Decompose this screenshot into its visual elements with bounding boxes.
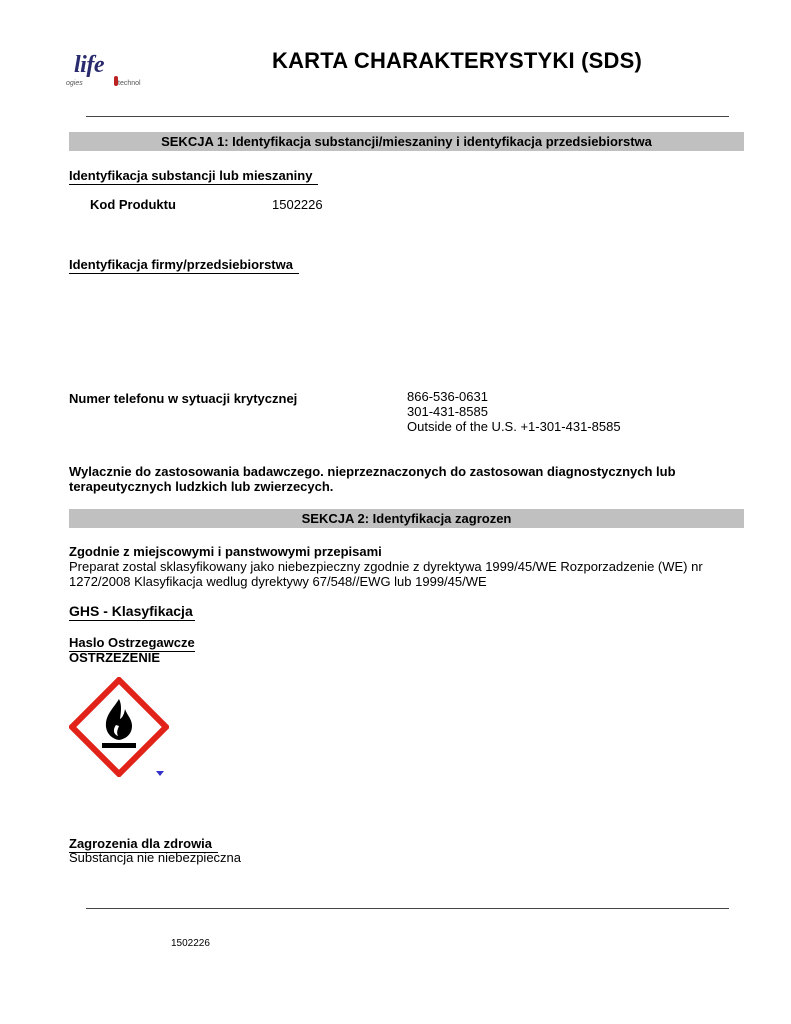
flame-pictogram-icon (69, 677, 169, 777)
signal-word-value: OSTRZEZENIE (69, 650, 161, 665)
section2-header: SEKCJA 2: Identyfikacja zagrozen (69, 509, 744, 528)
header-divider (86, 116, 729, 117)
emergency-phone-label: Numer telefonu w sytuacji krytycznej (69, 391, 298, 406)
document-title: KARTA CHARAKTERYSTYKI (SDS) (272, 48, 643, 73)
regulation-text (69, 559, 703, 589)
substance-heading: Identyfikacja substancji lub mieszaniny (69, 168, 318, 185)
emergency-number-1: 866-536-0631 (407, 389, 488, 404)
logo-left-fragment: ogies (66, 80, 83, 87)
logo-right-fragment: technol (118, 80, 141, 87)
footer-product-code: 1502226 (171, 938, 210, 949)
company-logo (66, 52, 166, 94)
health-hazards-heading: Zagrozenia dla zdrowia (69, 836, 218, 853)
logo-brand-text: life (74, 52, 104, 78)
research-note-line2: terapeutycznych ludzkich lub zwierzecych. (69, 479, 334, 494)
signal-word-heading: Haslo Ostrzegawcze (69, 635, 195, 650)
health-hazards-value: Substancja nie niebezpieczna (69, 850, 242, 865)
footer-divider (86, 908, 729, 909)
emergency-phone-numbers (407, 389, 621, 434)
regulation-line2: 1272/2008 Klasyfikacja wedlug dyrektywy 67/548//EWG lub 1999/45/WE (69, 574, 487, 589)
company-heading: Identyfikacja firmy/przedsiebiorstwa (69, 257, 299, 274)
regulation-heading: Zgodnie z miejscowymi i panstwowymi przepisami (69, 544, 382, 559)
emergency-number-2: 301-431-8585 (407, 404, 488, 419)
ghs-heading: GHS - Klasyfikacja (69, 603, 193, 619)
product-code-value: 1502226 (272, 197, 323, 212)
dropdown-marker-icon (156, 771, 164, 777)
regulation-line1: Preparat zostal sklasyfikowany jako niebezpieczny zgodnie z dyrektywa 1999/45/WE Rozporzadzenie (WE) nr (69, 559, 703, 574)
research-note-line1: Wylacznie do zastosowania badawczego. nieprzeznaczonych do zastosowan diagnostycznych lub (69, 464, 676, 479)
product-code-label: Kod Produktu (90, 197, 176, 212)
research-use-note (69, 464, 676, 494)
emergency-number-3: Outside of the U.S. +1-301-431-8585 (407, 419, 621, 434)
section1-header: SEKCJA 1: Identyfikacja substancji/mieszaniny i identyfikacja przedsiebiorstwa (69, 132, 744, 151)
